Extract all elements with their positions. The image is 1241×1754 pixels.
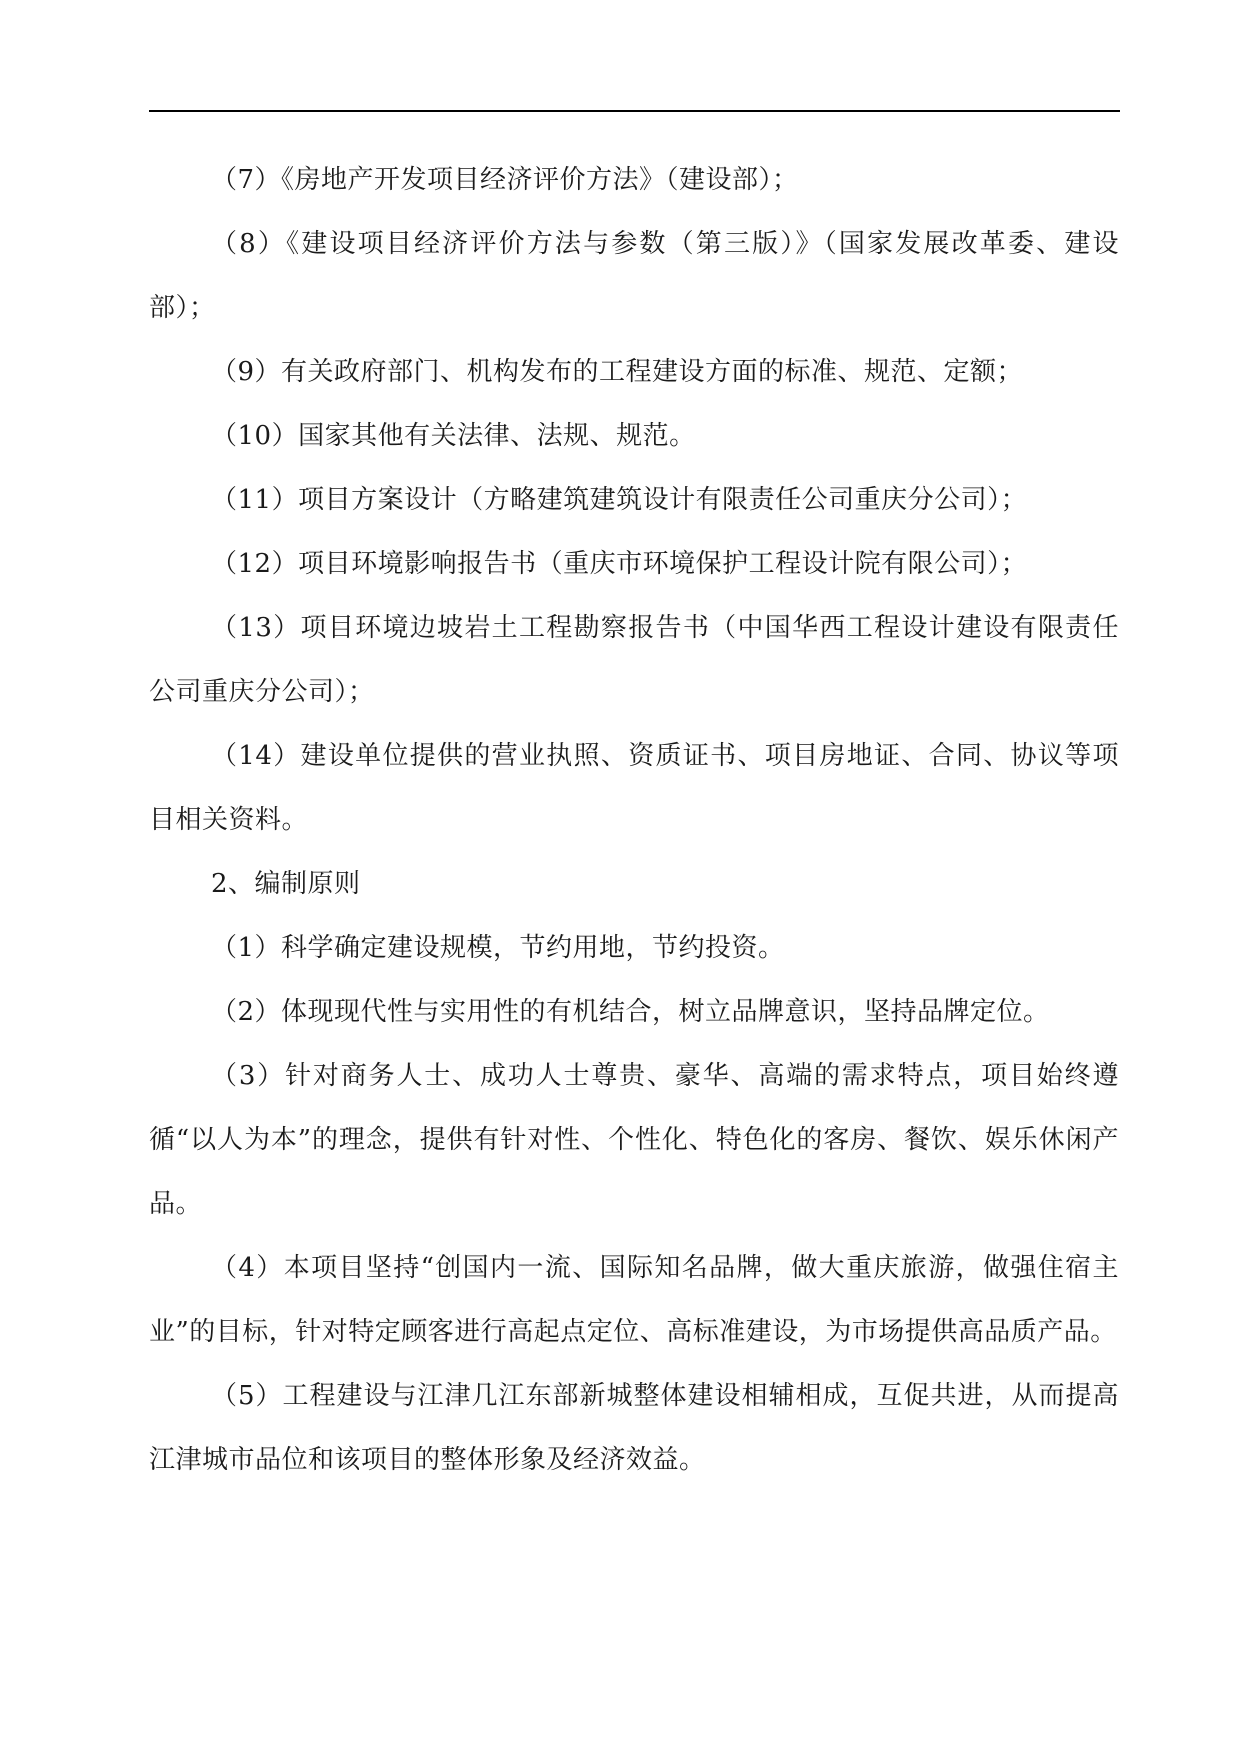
paragraph-reference-7: （7）《房地产开发项目经济评价方法》（建设部）； xyxy=(211,165,799,195)
paragraph-principle-3: （3）针对商务人士、成功人士尊贵、豪华、高端的需求特点，项目始终遵循“以人为本”的理念，提供有针对性、个性化、特色化的客房、餐饮、娱乐休闲产品。 xyxy=(149,1061,1119,1219)
paragraph-principle-5: （5）工程建设与江津几江东部新城整体建设相辅相成，互促共进，从而提高江津城市品位和该项目的整体形象及经济效益。 xyxy=(149,1381,1119,1475)
section-heading-principles: 2、编制原则 xyxy=(211,869,361,899)
paragraph-principle-4: （4）本项目坚持“创国内一流、国际知名品牌，做大重庆旅游，做强住宿主业”的目标，针对特定顾客进行高起点定位、高标准建设，为市场提供高品质产品。 xyxy=(149,1253,1119,1347)
header-rule xyxy=(149,110,1120,112)
paragraph-reference-11: （11）项目方案设计（方略建筑建筑设计有限责任公司重庆分公司）； xyxy=(211,485,1028,515)
paragraph-principle-1: （1）科学确定建设规模，节约用地，节约投资。 xyxy=(211,933,785,963)
paragraph-reference-10: （10）国家其他有关法律、法规、规范。 xyxy=(211,421,696,451)
paragraph-reference-8: （8）《建设项目经济评价方法与参数（第三版）》（国家发展改革委、建设部）； xyxy=(149,229,1119,323)
paragraph-reference-14: （14）建设单位提供的营业执照、资质证书、项目房地证、合同、协议等项目相关资料。 xyxy=(149,741,1119,835)
document-body xyxy=(149,148,1119,1492)
paragraph-reference-9: （9）有关政府部门、机构发布的工程建设方面的标准、规范、定额； xyxy=(211,357,1024,387)
paragraph-reference-13: （13）项目环境边坡岩土工程勘察报告书（中国华西工程设计建设有限责任公司重庆分公司）； xyxy=(149,613,1119,707)
paragraph-principle-2: （2）体现现代性与实用性的有机结合，树立品牌意识，坚持品牌定位。 xyxy=(211,997,1050,1027)
paragraph-reference-12: （12）项目环境影响报告书（重庆市环境保护工程设计院有限公司）； xyxy=(211,549,1028,579)
